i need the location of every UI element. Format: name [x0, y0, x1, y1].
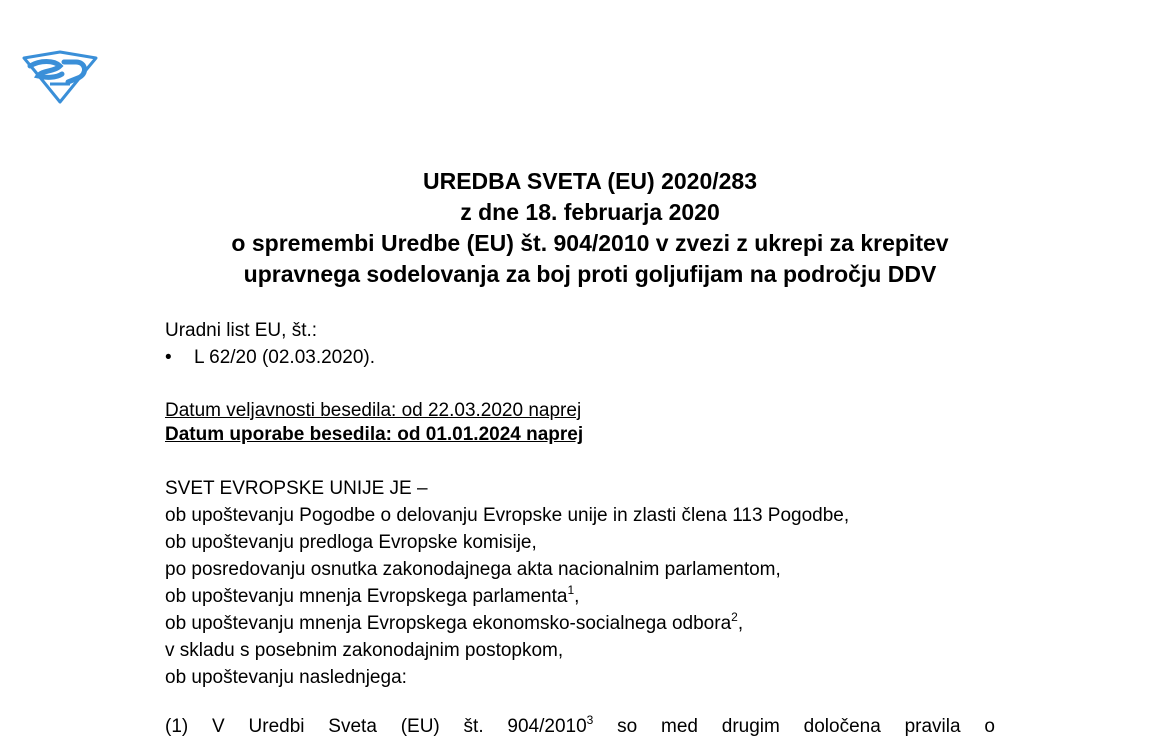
recital-word: so — [617, 716, 638, 737]
gazette-label: Uradni list EU, št.: — [165, 320, 318, 341]
recital-1 — [165, 714, 995, 740]
gazette-entry — [165, 345, 375, 371]
recital-word-with-footnote — [507, 714, 593, 740]
recital-word: Uredbi — [248, 716, 305, 737]
preamble-line: v skladu s posebnim zakonodajnim postopkom, — [165, 640, 564, 661]
footnote-ref-1[interactable]: 1 — [567, 583, 575, 597]
title-line-1: UREDBA SVETA (EU) 2020/283 — [422, 168, 758, 194]
recital-word: (1) — [165, 716, 189, 737]
preamble-text: ob upoštevanju mnenja Evropskega ekonomsko-socialnega odbora — [165, 613, 732, 634]
application-date: Datum uporabe besedila: od 01.01.2024 naprej — [165, 424, 584, 445]
recital-word: o — [984, 716, 995, 737]
recital-word: (EU) — [400, 716, 440, 737]
recital-word: določena — [803, 716, 881, 737]
shield-sd-logo-icon — [20, 48, 98, 104]
footnote-ref-2[interactable]: 2 — [731, 610, 738, 624]
preamble — [165, 475, 849, 691]
comma: , — [737, 613, 744, 634]
recital-word: Sveta — [328, 716, 377, 737]
comma: , — [574, 586, 580, 607]
recital-word: pravila — [904, 716, 961, 737]
validity-date: Datum veljavnosti besedila: od 22.03.2020 naprej — [165, 400, 582, 421]
preamble-line: SVET EVROPSKE UNIJE JE – — [165, 478, 428, 499]
preamble-line: po posredovanju osnutka zakonodajnega akta nacionalnim parlamentom, — [165, 559, 781, 580]
recital-word: drugim — [721, 716, 780, 737]
recital-word: V — [212, 716, 225, 737]
document-title — [140, 166, 1040, 290]
preamble-line — [165, 583, 849, 610]
title-line-4: upravnega sodelovanja za boj proti goljufijam na področju DDV — [243, 261, 937, 287]
gazette-entry-text: L 62/20 (02.03.2020). — [194, 347, 375, 368]
preamble-line: ob upoštevanju predloga Evropske komisije, — [165, 532, 537, 553]
footnote-ref-3[interactable]: 3 — [586, 713, 594, 727]
preamble-line: ob upoštevanju naslednjega: — [165, 667, 407, 688]
preamble-text: ob upoštevanju mnenja Evropskega parlamenta — [165, 586, 568, 607]
recital-word: št. — [463, 716, 484, 737]
title-line-2: z dne 18. februarja 2020 — [460, 199, 720, 225]
bullet-icon: • — [165, 347, 172, 368]
recital-word: med — [661, 716, 698, 737]
title-line-3: o spremembi Uredbe (EU) št. 904/2010 v zvezi z ukrepi za krepitev — [231, 230, 949, 256]
recital-word: 904/2010 — [507, 716, 587, 737]
preamble-line: ob upoštevanju Pogodbe o delovanju Evropske unije in zlasti člena 113 Pogodbe, — [165, 505, 850, 526]
preamble-line — [165, 610, 849, 637]
